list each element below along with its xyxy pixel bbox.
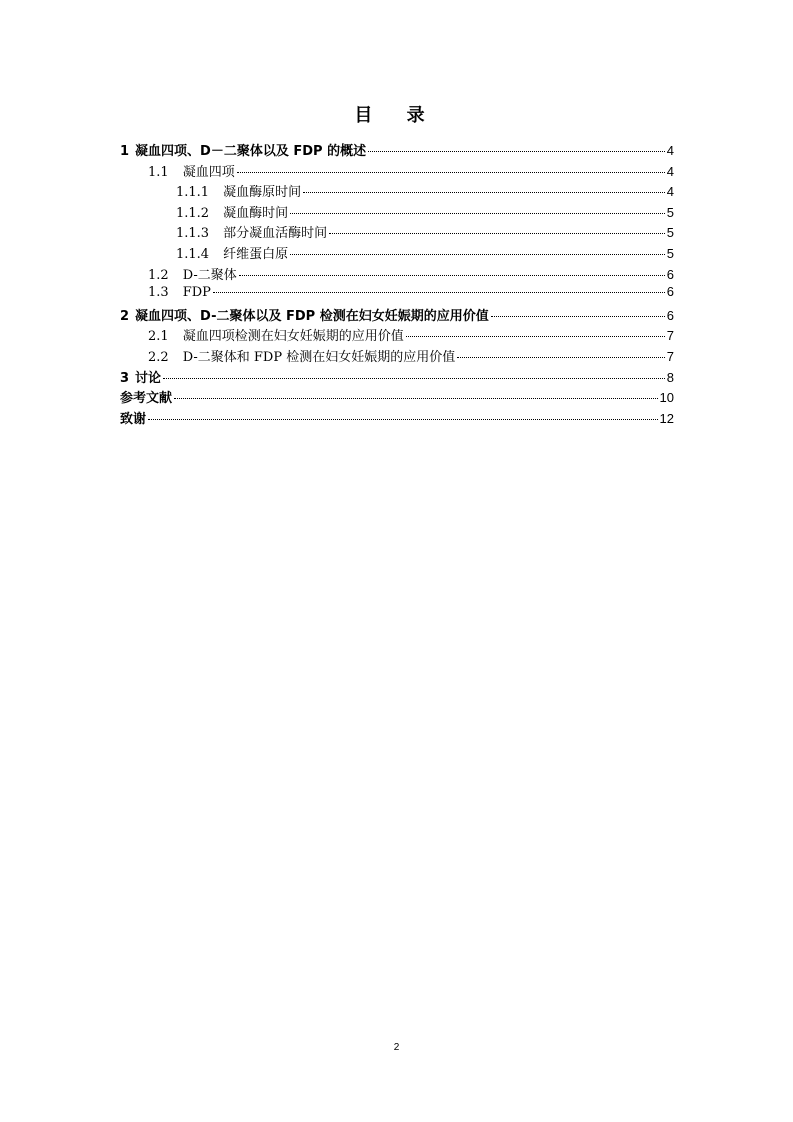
toc-entry-1[interactable] (120, 140, 674, 161)
toc-entry-number: 1.1.1 (176, 185, 210, 201)
toc-entry-acknowledgements[interactable] (120, 408, 674, 429)
dot-leader (406, 336, 665, 337)
toc-entry-title: 凝血四项 (182, 164, 235, 180)
toc-entry-page: 5 (666, 225, 674, 241)
toc-entry-1-1-2[interactable] (120, 202, 674, 223)
toc-entry-2-1[interactable] (120, 325, 674, 346)
toc-entry-3[interactable] (120, 367, 674, 388)
toc-entry-page: 6 (666, 284, 674, 300)
toc-entry-number: 2 (120, 308, 130, 324)
toc-entry-page: 5 (666, 245, 674, 261)
toc-entry-1-1[interactable] (120, 161, 674, 182)
toc-entry-page: 5 (666, 204, 674, 220)
toc-entry-page: 6 (666, 266, 674, 282)
toc-entry-number: 1.1 (148, 164, 169, 180)
toc-entry-number: 1 (120, 144, 130, 159)
toc-entry-2-2[interactable] (120, 346, 674, 367)
page-title: 目 录 (354, 105, 439, 126)
toc-entry-title: FDP (182, 285, 211, 301)
dot-leader (239, 275, 665, 276)
table-of-contents (120, 140, 674, 428)
toc-entry-page: 7 (666, 328, 674, 344)
toc-entry-page: 4 (666, 143, 674, 158)
toc-entry-title: 参考文献 (120, 391, 173, 407)
dot-leader (174, 398, 658, 399)
toc-entry-page: 4 (666, 184, 674, 200)
toc-entry-1-1-4[interactable] (120, 243, 674, 264)
toc-entry-title: 凝血酶时间 (223, 205, 289, 221)
page-number: 2 (393, 1042, 400, 1053)
toc-entry-number: 2.1 (148, 329, 169, 345)
dot-leader (290, 254, 665, 255)
toc-entry-number: 1.3 (148, 285, 169, 301)
toc-entry-references[interactable] (120, 387, 674, 408)
toc-entry-page: 4 (666, 163, 674, 179)
toc-entry-page: 7 (666, 348, 674, 364)
toc-entry-page: 8 (666, 369, 674, 385)
dot-leader (368, 151, 665, 152)
toc-entry-number: 1.1.3 (176, 226, 210, 242)
dot-leader (163, 378, 665, 379)
toc-entry-title: 致谢 (120, 411, 147, 427)
dot-leader (148, 419, 658, 420)
toc-entry-2[interactable] (120, 305, 674, 326)
dot-leader (329, 233, 665, 234)
toc-entry-page: 10 (659, 390, 674, 406)
toc-entry-number: 1.1.2 (176, 205, 210, 221)
toc-entry-number: 3 (120, 370, 130, 386)
dot-leader (303, 192, 665, 193)
toc-entry-number: 2.2 (148, 349, 169, 365)
toc-entry-1-1-1[interactable] (120, 181, 674, 202)
toc-entry-title: 讨论 (135, 370, 162, 386)
toc-entry-1-2[interactable] (120, 264, 674, 285)
dot-leader (237, 172, 665, 173)
toc-entry-1-3[interactable] (120, 284, 674, 305)
toc-entry-1-1-3[interactable] (120, 222, 674, 243)
toc-entry-title: 部分凝血活酶时间 (223, 226, 328, 242)
toc-entry-title: 凝血四项检测在妇女妊娠期的应用价值 (182, 329, 404, 345)
toc-entry-title: 纤维蛋白原 (223, 246, 289, 262)
toc-entry-number: 1.2 (148, 267, 169, 283)
dot-leader (491, 316, 665, 317)
toc-entry-number: 1.1.4 (176, 246, 210, 262)
toc-entry-title: 凝血四项、D－二聚体以及 FDP 的概述 (135, 144, 367, 159)
toc-entry-page: 12 (659, 410, 674, 426)
dot-leader (290, 213, 665, 214)
toc-entry-page: 6 (666, 307, 674, 323)
dot-leader (457, 357, 665, 358)
toc-entry-title: D-二聚体 (182, 267, 237, 283)
dot-leader (213, 292, 665, 293)
toc-entry-title: 凝血酶原时间 (223, 185, 302, 201)
toc-entry-title: 凝血四项、D-二聚体以及 FDP 检测在妇女妊娠期的应用价值 (135, 308, 489, 324)
toc-entry-title: D-二聚体和 FDP 检测在妇女妊娠期的应用价值 (182, 349, 456, 365)
